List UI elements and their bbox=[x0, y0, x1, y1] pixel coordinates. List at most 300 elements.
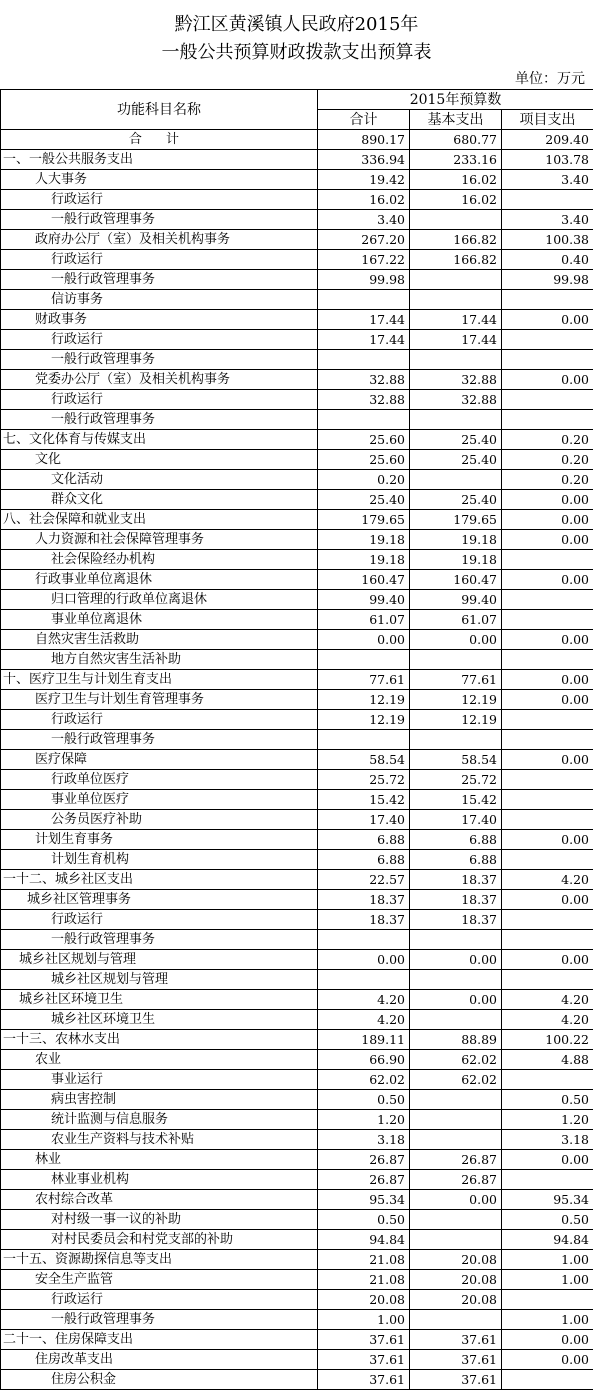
table-row bbox=[1, 1270, 593, 1290]
table-row bbox=[1, 470, 593, 490]
row-basic: 26.87 bbox=[410, 1170, 502, 1190]
row-name: 行政运行 bbox=[1, 390, 318, 410]
row-name: 行政运行 bbox=[1, 1290, 318, 1310]
row-name: 事业运行 bbox=[1, 1070, 318, 1090]
row-project: 95.34 bbox=[502, 1190, 593, 1210]
unit-label: 单位：万元 bbox=[515, 70, 585, 88]
table-row bbox=[1, 290, 593, 310]
row-basic: 179.65 bbox=[410, 510, 502, 530]
row-project: 0.00 bbox=[502, 1150, 593, 1170]
row-project bbox=[502, 350, 593, 370]
row-name: 地方自然灾害生活补助 bbox=[1, 650, 318, 670]
row-project: 0.00 bbox=[502, 950, 593, 970]
row-total: 15.42 bbox=[318, 790, 410, 810]
row-name: 计划生育机构 bbox=[1, 850, 318, 870]
table-row bbox=[1, 810, 593, 830]
table-row bbox=[1, 330, 593, 350]
table-row bbox=[1, 690, 593, 710]
row-basic: 58.54 bbox=[410, 750, 502, 770]
row-basic: 25.40 bbox=[410, 430, 502, 450]
row-total: 94.84 bbox=[318, 1230, 410, 1250]
row-total: 17.44 bbox=[318, 310, 410, 330]
row-total: 58.54 bbox=[318, 750, 410, 770]
row-basic: 0.00 bbox=[410, 990, 502, 1010]
row-total bbox=[318, 650, 410, 670]
table-row bbox=[1, 1310, 593, 1330]
row-name: 病虫害控制 bbox=[1, 1090, 318, 1110]
row-basic: 12.19 bbox=[410, 690, 502, 710]
row-basic bbox=[410, 270, 502, 290]
row-name: 事业单位医疗 bbox=[1, 790, 318, 810]
row-basic: 37.61 bbox=[410, 1370, 502, 1390]
row-total: 19.18 bbox=[318, 550, 410, 570]
row-basic bbox=[410, 290, 502, 310]
table-row bbox=[1, 630, 593, 650]
row-total: 12.19 bbox=[318, 710, 410, 730]
row-basic bbox=[410, 1310, 502, 1330]
row-project: 0.00 bbox=[502, 830, 593, 850]
row-name: 城乡社区环境卫生 bbox=[1, 1010, 318, 1030]
row-total: 17.44 bbox=[318, 330, 410, 350]
row-name: 对村民委员会和村党支部的补助 bbox=[1, 1230, 318, 1250]
row-name: 文化 bbox=[1, 450, 318, 470]
row-name: 行政运行 bbox=[1, 910, 318, 930]
table-row bbox=[1, 710, 593, 730]
table-row bbox=[1, 850, 593, 870]
row-name: 财政事务 bbox=[1, 310, 318, 330]
row-total: 336.94 bbox=[318, 150, 410, 170]
row-project bbox=[502, 930, 593, 950]
row-basic: 160.47 bbox=[410, 570, 502, 590]
row-name: 事业单位离退休 bbox=[1, 610, 318, 630]
table-row bbox=[1, 1230, 593, 1250]
row-basic: 37.61 bbox=[410, 1330, 502, 1350]
row-project: 0.00 bbox=[502, 630, 593, 650]
row-name: 行政运行 bbox=[1, 710, 318, 730]
row-name: 一十三、农林水支出 bbox=[1, 1030, 318, 1050]
row-name: 八、社会保障和就业支出 bbox=[1, 510, 318, 530]
row-basic bbox=[410, 970, 502, 990]
row-project bbox=[502, 590, 593, 610]
row-total: 95.34 bbox=[318, 1190, 410, 1210]
row-basic: 62.02 bbox=[410, 1050, 502, 1070]
table-row bbox=[1, 390, 593, 410]
table-row bbox=[1, 910, 593, 930]
table-row bbox=[1, 670, 593, 690]
row-total: 32.88 bbox=[318, 370, 410, 390]
row-project: 99.98 bbox=[502, 270, 593, 290]
row-project bbox=[502, 710, 593, 730]
table-row bbox=[1, 1150, 593, 1170]
row-project: 4.88 bbox=[502, 1050, 593, 1070]
table-row bbox=[1, 1350, 593, 1370]
row-name: 安全生产监管 bbox=[1, 1270, 318, 1290]
row-project: 4.20 bbox=[502, 1010, 593, 1030]
row-name: 公务员医疗补助 bbox=[1, 810, 318, 830]
table-row bbox=[1, 410, 593, 430]
table-row bbox=[1, 130, 593, 150]
column-header-name: 功能科目名称 bbox=[1, 90, 318, 130]
row-name: 十、医疗卫生与计划生育支出 bbox=[1, 670, 318, 690]
row-project: 0.20 bbox=[502, 450, 593, 470]
row-project: 0.00 bbox=[502, 750, 593, 770]
row-name: 计划生育事务 bbox=[1, 830, 318, 850]
row-total bbox=[318, 930, 410, 950]
row-basic: 62.02 bbox=[410, 1070, 502, 1090]
row-project: 0.00 bbox=[502, 510, 593, 530]
row-basic bbox=[410, 1110, 502, 1130]
row-name: 自然灾害生活救助 bbox=[1, 630, 318, 650]
table-row bbox=[1, 610, 593, 630]
row-total: 0.50 bbox=[318, 1210, 410, 1230]
row-total: 37.61 bbox=[318, 1370, 410, 1390]
row-total: 25.40 bbox=[318, 490, 410, 510]
row-basic: 99.40 bbox=[410, 590, 502, 610]
row-name: 行政运行 bbox=[1, 330, 318, 350]
row-basic: 18.37 bbox=[410, 890, 502, 910]
table-row bbox=[1, 750, 593, 770]
row-total: 160.47 bbox=[318, 570, 410, 590]
table-row bbox=[1, 1050, 593, 1070]
report-title-line1: 黔江区黄溪镇人民政府2015年 bbox=[0, 14, 593, 36]
row-project: 0.00 bbox=[502, 670, 593, 690]
row-total: 3.18 bbox=[318, 1130, 410, 1150]
row-project: 209.40 bbox=[502, 130, 593, 150]
row-name: 群众文化 bbox=[1, 490, 318, 510]
row-basic: 166.82 bbox=[410, 250, 502, 270]
row-total: 890.17 bbox=[318, 130, 410, 150]
row-total: 12.19 bbox=[318, 690, 410, 710]
row-name: 林业事业机构 bbox=[1, 1170, 318, 1190]
row-name: 一般行政管理事务 bbox=[1, 930, 318, 950]
table-row bbox=[1, 870, 593, 890]
table-row bbox=[1, 890, 593, 910]
row-project: 0.00 bbox=[502, 490, 593, 510]
row-total: 18.37 bbox=[318, 890, 410, 910]
row-basic: 233.16 bbox=[410, 150, 502, 170]
row-total: 19.42 bbox=[318, 170, 410, 190]
row-name: 城乡社区管理事务 bbox=[1, 890, 318, 910]
row-name: 城乡社区规划与管理 bbox=[1, 950, 318, 970]
row-total: 21.08 bbox=[318, 1250, 410, 1270]
row-project: 0.00 bbox=[502, 530, 593, 550]
table-row bbox=[1, 270, 593, 290]
header-row-top bbox=[1, 90, 593, 110]
table-row bbox=[1, 990, 593, 1010]
row-total: 0.20 bbox=[318, 470, 410, 490]
row-total: 19.18 bbox=[318, 530, 410, 550]
row-project: 0.50 bbox=[502, 1090, 593, 1110]
table-row bbox=[1, 1170, 593, 1190]
row-name: 社会保险经办机构 bbox=[1, 550, 318, 570]
row-project: 1.00 bbox=[502, 1270, 593, 1290]
row-total: 0.00 bbox=[318, 630, 410, 650]
row-total: 267.20 bbox=[318, 230, 410, 250]
row-basic: 17.40 bbox=[410, 810, 502, 830]
row-basic: 37.61 bbox=[410, 1350, 502, 1370]
table-row bbox=[1, 650, 593, 670]
row-project: 0.40 bbox=[502, 250, 593, 270]
row-project: 0.00 bbox=[502, 1330, 593, 1350]
row-project: 0.00 bbox=[502, 690, 593, 710]
row-total: 179.65 bbox=[318, 510, 410, 530]
row-name: 住房改革支出 bbox=[1, 1350, 318, 1370]
row-basic bbox=[410, 1210, 502, 1230]
row-total: 167.22 bbox=[318, 250, 410, 270]
row-basic bbox=[410, 1230, 502, 1250]
row-basic: 0.00 bbox=[410, 950, 502, 970]
row-project bbox=[502, 190, 593, 210]
row-total: 18.37 bbox=[318, 910, 410, 930]
row-total: 26.87 bbox=[318, 1150, 410, 1170]
row-name: 对村级一事一议的补助 bbox=[1, 1210, 318, 1230]
row-total: 66.90 bbox=[318, 1050, 410, 1070]
table-row bbox=[1, 550, 593, 570]
row-project bbox=[502, 770, 593, 790]
row-project bbox=[502, 730, 593, 750]
column-header-basic: 基本支出 bbox=[410, 110, 502, 130]
row-name: 医疗保障 bbox=[1, 750, 318, 770]
row-basic bbox=[410, 730, 502, 750]
row-total: 16.02 bbox=[318, 190, 410, 210]
table-row bbox=[1, 490, 593, 510]
budget-table bbox=[0, 89, 593, 1390]
row-name: 行政单位医疗 bbox=[1, 770, 318, 790]
row-name: 文化活动 bbox=[1, 470, 318, 490]
row-basic: 16.02 bbox=[410, 190, 502, 210]
table-row bbox=[1, 150, 593, 170]
row-basic bbox=[410, 650, 502, 670]
table-row bbox=[1, 510, 593, 530]
table-row bbox=[1, 790, 593, 810]
row-name: 城乡社区规划与管理 bbox=[1, 970, 318, 990]
row-name: 一十五、资源勘探信息等支出 bbox=[1, 1250, 318, 1270]
row-name: 医疗卫生与计划生育管理事务 bbox=[1, 690, 318, 710]
row-total: 21.08 bbox=[318, 1270, 410, 1290]
row-name: 一十二、城乡社区支出 bbox=[1, 870, 318, 890]
row-project bbox=[502, 810, 593, 830]
row-project bbox=[502, 290, 593, 310]
row-name: 农业生产资料与技术补贴 bbox=[1, 1130, 318, 1150]
row-total: 99.40 bbox=[318, 590, 410, 610]
row-basic bbox=[410, 1010, 502, 1030]
row-total: 0.00 bbox=[318, 950, 410, 970]
row-project: 0.00 bbox=[502, 370, 593, 390]
row-project: 94.84 bbox=[502, 1230, 593, 1250]
row-total: 4.20 bbox=[318, 1010, 410, 1030]
row-basic: 61.07 bbox=[410, 610, 502, 630]
row-project: 100.22 bbox=[502, 1030, 593, 1050]
row-basic: 0.00 bbox=[410, 630, 502, 650]
table-row bbox=[1, 230, 593, 250]
row-total: 4.20 bbox=[318, 990, 410, 1010]
row-total: 25.72 bbox=[318, 770, 410, 790]
row-basic: 26.87 bbox=[410, 1150, 502, 1170]
row-basic: 88.89 bbox=[410, 1030, 502, 1050]
row-total: 25.60 bbox=[318, 450, 410, 470]
table-row bbox=[1, 170, 593, 190]
row-total: 62.02 bbox=[318, 1070, 410, 1090]
row-name: 统计监测与信息服务 bbox=[1, 1110, 318, 1130]
row-name: 行政运行 bbox=[1, 250, 318, 270]
table-row bbox=[1, 350, 593, 370]
row-project: 4.20 bbox=[502, 870, 593, 890]
row-project: 0.20 bbox=[502, 470, 593, 490]
row-total bbox=[318, 410, 410, 430]
row-project bbox=[502, 910, 593, 930]
row-name: 行政运行 bbox=[1, 190, 318, 210]
row-basic: 15.42 bbox=[410, 790, 502, 810]
row-name: 七、文化体育与传媒支出 bbox=[1, 430, 318, 450]
row-name: 一般行政管理事务 bbox=[1, 410, 318, 430]
row-basic: 0.00 bbox=[410, 1190, 502, 1210]
row-name: 农村综合改革 bbox=[1, 1190, 318, 1210]
row-project: 3.40 bbox=[502, 210, 593, 230]
row-basic: 77.61 bbox=[410, 670, 502, 690]
row-project bbox=[502, 550, 593, 570]
row-name: 党委办公厅（室）及相关机构事务 bbox=[1, 370, 318, 390]
table-row bbox=[1, 310, 593, 330]
row-project bbox=[502, 330, 593, 350]
row-total: 22.57 bbox=[318, 870, 410, 890]
row-project: 100.38 bbox=[502, 230, 593, 250]
row-project bbox=[502, 790, 593, 810]
table-row bbox=[1, 1210, 593, 1230]
row-basic: 25.40 bbox=[410, 450, 502, 470]
table-row bbox=[1, 1250, 593, 1270]
row-name: 人力资源和社会保障管理事务 bbox=[1, 530, 318, 550]
table-row bbox=[1, 590, 593, 610]
row-basic: 25.72 bbox=[410, 770, 502, 790]
row-total bbox=[318, 970, 410, 990]
row-project: 103.78 bbox=[502, 150, 593, 170]
row-total: 1.20 bbox=[318, 1110, 410, 1130]
table-row bbox=[1, 430, 593, 450]
row-project bbox=[502, 410, 593, 430]
row-basic: 18.37 bbox=[410, 870, 502, 890]
row-total: 20.08 bbox=[318, 1290, 410, 1310]
row-basic: 166.82 bbox=[410, 230, 502, 250]
row-project bbox=[502, 650, 593, 670]
row-basic: 12.19 bbox=[410, 710, 502, 730]
table-row bbox=[1, 1090, 593, 1110]
row-basic: 17.44 bbox=[410, 310, 502, 330]
row-project: 3.40 bbox=[502, 170, 593, 190]
row-name: 一般行政管理事务 bbox=[1, 210, 318, 230]
row-total: 37.61 bbox=[318, 1350, 410, 1370]
row-project: 4.20 bbox=[502, 990, 593, 1010]
row-name: 政府办公厅（室）及相关机构事务 bbox=[1, 230, 318, 250]
row-project: 0.50 bbox=[502, 1210, 593, 1230]
table-row bbox=[1, 950, 593, 970]
row-project bbox=[502, 1370, 593, 1390]
row-name: 信访事务 bbox=[1, 290, 318, 310]
table-row bbox=[1, 1330, 593, 1350]
row-basic bbox=[410, 410, 502, 430]
row-basic: 6.88 bbox=[410, 850, 502, 870]
row-total: 6.88 bbox=[318, 850, 410, 870]
row-total: 26.87 bbox=[318, 1170, 410, 1190]
row-project: 0.00 bbox=[502, 890, 593, 910]
table-row bbox=[1, 1010, 593, 1030]
row-total: 77.61 bbox=[318, 670, 410, 690]
row-project: 0.00 bbox=[502, 570, 593, 590]
table-row bbox=[1, 450, 593, 470]
row-project: 0.20 bbox=[502, 430, 593, 450]
row-basic bbox=[410, 210, 502, 230]
row-basic: 19.18 bbox=[410, 550, 502, 570]
column-header-total: 合计 bbox=[318, 110, 410, 130]
column-group-header: 2015年预算数 bbox=[318, 90, 593, 110]
table-row bbox=[1, 210, 593, 230]
table-row bbox=[1, 770, 593, 790]
table-row bbox=[1, 1190, 593, 1210]
row-total: 25.60 bbox=[318, 430, 410, 450]
row-total bbox=[318, 350, 410, 370]
row-name: 二十一、住房保障支出 bbox=[1, 1330, 318, 1350]
row-name: 城乡社区环境卫生 bbox=[1, 990, 318, 1010]
row-total: 189.11 bbox=[318, 1030, 410, 1050]
table-row bbox=[1, 730, 593, 750]
table-row bbox=[1, 1070, 593, 1090]
table-row bbox=[1, 1290, 593, 1310]
table-row bbox=[1, 1130, 593, 1150]
row-total: 32.88 bbox=[318, 390, 410, 410]
row-basic: 20.08 bbox=[410, 1290, 502, 1310]
row-basic bbox=[410, 350, 502, 370]
row-project: 1.00 bbox=[502, 1250, 593, 1270]
row-basic: 17.44 bbox=[410, 330, 502, 350]
report-title-line2: 一般公共预算财政拨款支出预算表 bbox=[0, 42, 593, 64]
row-project bbox=[502, 1070, 593, 1090]
row-project bbox=[502, 390, 593, 410]
table-row bbox=[1, 930, 593, 950]
row-total: 6.88 bbox=[318, 830, 410, 850]
row-project bbox=[502, 850, 593, 870]
row-basic bbox=[410, 930, 502, 950]
row-project: 1.20 bbox=[502, 1110, 593, 1130]
column-header-project: 项目支出 bbox=[502, 110, 593, 130]
table-row bbox=[1, 190, 593, 210]
table-row bbox=[1, 530, 593, 550]
row-basic bbox=[410, 1090, 502, 1110]
row-total: 61.07 bbox=[318, 610, 410, 630]
row-total bbox=[318, 290, 410, 310]
table-row bbox=[1, 250, 593, 270]
row-name: 林业 bbox=[1, 1150, 318, 1170]
row-basic bbox=[410, 470, 502, 490]
row-name: 一般行政管理事务 bbox=[1, 350, 318, 370]
row-total: 1.00 bbox=[318, 1310, 410, 1330]
row-project bbox=[502, 1290, 593, 1310]
table-row bbox=[1, 1370, 593, 1390]
row-name: 归口管理的行政单位离退休 bbox=[1, 590, 318, 610]
row-total: 37.61 bbox=[318, 1330, 410, 1350]
table-row bbox=[1, 370, 593, 390]
row-total bbox=[318, 730, 410, 750]
row-project: 0.00 bbox=[502, 310, 593, 330]
row-project bbox=[502, 610, 593, 630]
table-row bbox=[1, 1110, 593, 1130]
table-row bbox=[1, 830, 593, 850]
row-basic: 20.08 bbox=[410, 1270, 502, 1290]
row-name: 住房公积金 bbox=[1, 1370, 318, 1390]
row-basic: 6.88 bbox=[410, 830, 502, 850]
row-basic: 25.40 bbox=[410, 490, 502, 510]
row-project bbox=[502, 1170, 593, 1190]
row-name: 行政事业单位离退休 bbox=[1, 570, 318, 590]
row-total: 17.40 bbox=[318, 810, 410, 830]
